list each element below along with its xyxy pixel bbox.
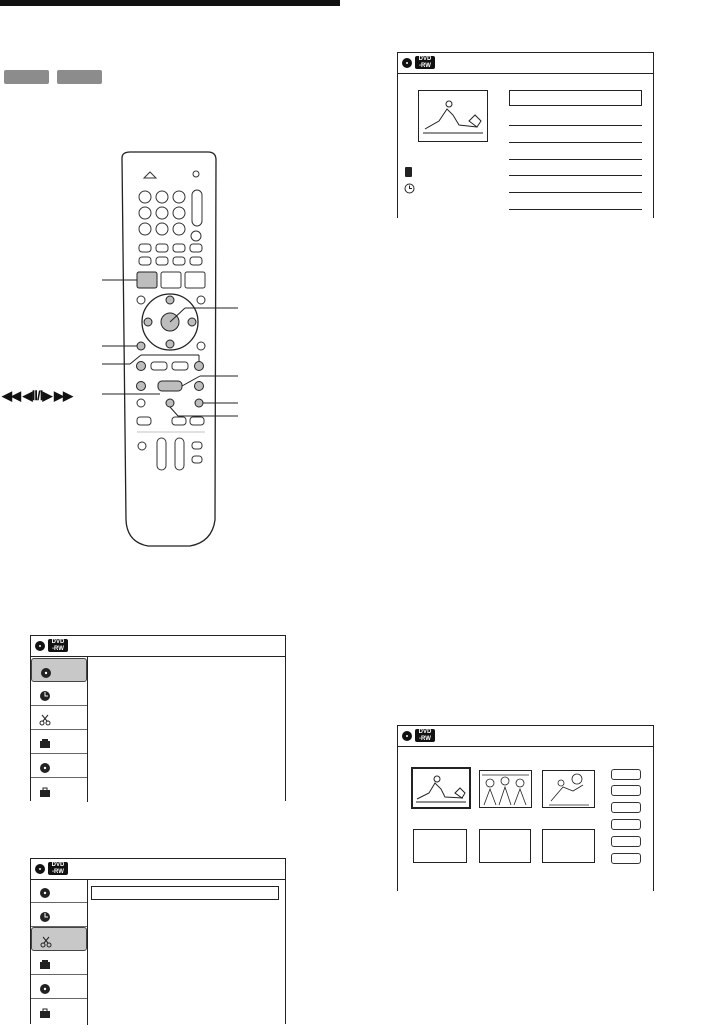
tools-icon xyxy=(39,1006,51,1018)
menu-item-setup[interactable] xyxy=(31,778,87,802)
up-arrow-icon[interactable] xyxy=(166,296,174,304)
disc-header xyxy=(35,862,68,875)
side-option-button[interactable] xyxy=(611,802,641,813)
title-name-field[interactable] xyxy=(509,90,642,106)
menu-item-disc-setting[interactable] xyxy=(31,975,87,999)
menu-item-dubbing[interactable] xyxy=(31,730,87,754)
pause-button[interactable] xyxy=(166,399,174,407)
return-button[interactable] xyxy=(137,342,145,350)
remote-control xyxy=(0,150,245,560)
tools-icon xyxy=(39,785,51,797)
chapter-thumbnail-empty[interactable] xyxy=(479,829,531,863)
left-arrow-icon[interactable] xyxy=(144,318,152,326)
menu-rule xyxy=(31,656,285,657)
clock-icon xyxy=(404,183,415,194)
menu-item-dubbing[interactable] xyxy=(31,951,87,975)
menu-item-timer[interactable] xyxy=(31,682,87,706)
disc-icon xyxy=(39,761,51,773)
stop-button[interactable] xyxy=(195,399,203,407)
camera-icon xyxy=(39,737,51,749)
disc-type-badge-2 xyxy=(57,70,102,84)
scissors-icon xyxy=(39,713,51,725)
side-option-button[interactable] xyxy=(611,853,641,864)
disc-icon xyxy=(402,58,412,68)
menu-divider xyxy=(87,656,88,802)
rewind-button[interactable] xyxy=(137,382,146,391)
play-button[interactable] xyxy=(158,381,182,391)
tools-menu-panel xyxy=(30,635,286,801)
menu-rule xyxy=(398,746,653,747)
dvd-rw-logo: DVD -RW xyxy=(415,56,435,69)
menu-item-title-list[interactable] xyxy=(31,879,87,903)
system-menu-button[interactable] xyxy=(137,272,157,288)
disc-header xyxy=(35,639,68,652)
menu-item-setup[interactable] xyxy=(31,999,87,1025)
clock-icon xyxy=(39,689,51,701)
next-button[interactable] xyxy=(195,362,204,371)
dvd-rw-logo: DVD -RW xyxy=(48,862,68,875)
disc-icon xyxy=(39,886,51,898)
right-arrow-icon[interactable] xyxy=(188,318,196,326)
info-line xyxy=(509,175,642,176)
side-option-button[interactable] xyxy=(611,836,641,847)
dvd-rw-logo: DVD -RW xyxy=(48,639,68,652)
disc-icon xyxy=(402,731,412,741)
chapter-thumbnail[interactable] xyxy=(479,770,532,808)
chapter-thumbnail-empty[interactable] xyxy=(542,829,595,863)
title-thumbnail xyxy=(418,90,488,142)
chapter-thumbnail[interactable] xyxy=(542,770,595,808)
side-option-button[interactable] xyxy=(611,785,641,796)
chapter-thumbnail-panel xyxy=(397,725,654,891)
disc-icon xyxy=(35,864,45,874)
disc-header xyxy=(402,56,435,69)
title-info-panel xyxy=(397,52,654,218)
camera-icon xyxy=(39,958,51,970)
menu-item-title-list[interactable] xyxy=(31,658,87,682)
header-bar xyxy=(0,0,340,6)
scissors-icon xyxy=(40,935,52,947)
chapter-thumbnail-empty[interactable] xyxy=(413,829,467,863)
info-line xyxy=(509,159,642,160)
disc-icon xyxy=(35,641,45,651)
rec-icon xyxy=(405,167,412,177)
disc-icon xyxy=(39,982,51,994)
info-line xyxy=(509,125,642,126)
menu-item-edit[interactable] xyxy=(31,927,87,951)
menu-rule xyxy=(398,73,653,74)
fast-forward-button[interactable] xyxy=(195,382,204,391)
menu-item-timer[interactable] xyxy=(31,903,87,927)
side-option-button[interactable] xyxy=(611,819,641,830)
disc-type-badge-1 xyxy=(4,70,49,84)
edit-menu-panel xyxy=(30,858,286,1024)
side-option-button[interactable] xyxy=(611,769,641,780)
info-line xyxy=(509,209,642,210)
info-line xyxy=(509,142,642,143)
dvd-rw-logo: DVD -RW xyxy=(415,729,435,742)
transport-label: ◀◀ ◀Ⅱ/Ⅰ▶ ▶▶ xyxy=(2,388,73,403)
prev-button[interactable] xyxy=(137,362,146,371)
menu-item-edit[interactable] xyxy=(31,706,87,730)
info-line xyxy=(509,192,642,193)
chapter-thumbnail-selected[interactable] xyxy=(411,767,471,809)
disc-header xyxy=(402,729,435,742)
edit-option-field[interactable] xyxy=(91,886,279,900)
menu-divider xyxy=(87,879,88,1025)
menu-item-disc-setting[interactable] xyxy=(31,754,87,778)
disc-icon xyxy=(40,666,52,678)
down-arrow-icon[interactable] xyxy=(166,340,174,348)
clock-icon xyxy=(39,910,51,922)
